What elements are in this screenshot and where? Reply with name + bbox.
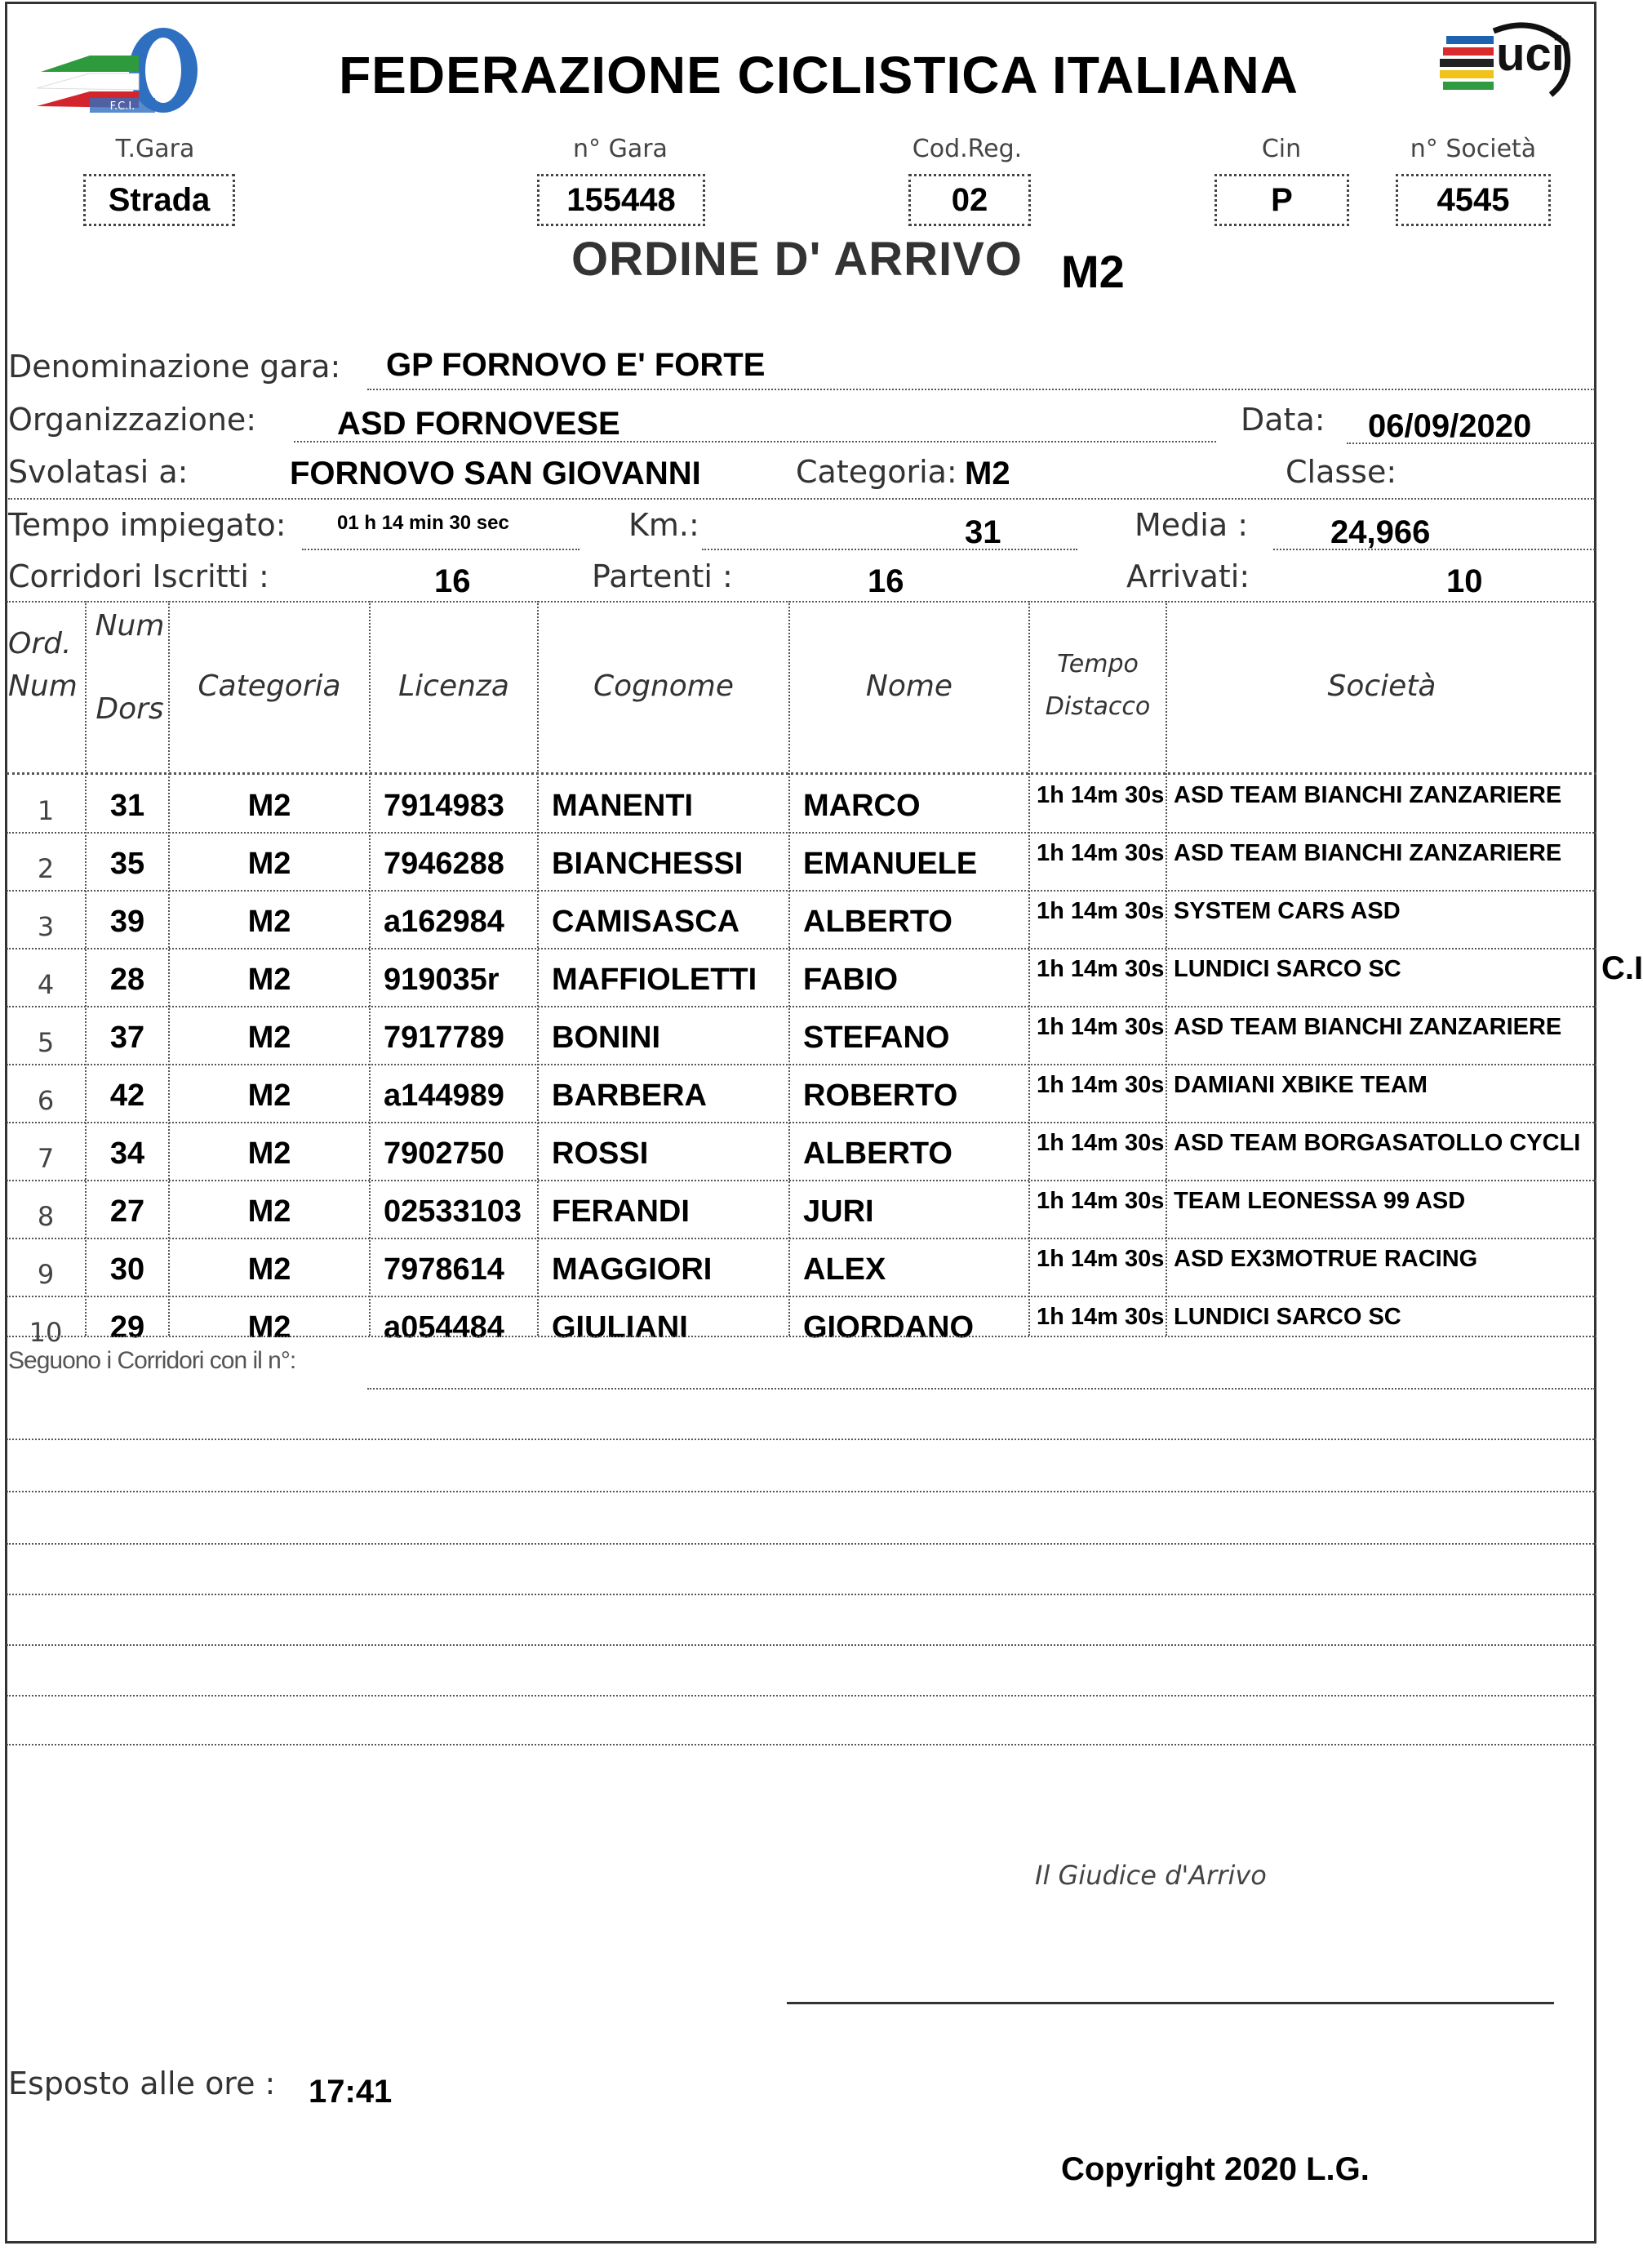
data-line [1347,442,1595,444]
denominazione-label: Denominazione gara: [8,349,341,385]
row-categoria: M2 [247,1021,291,1055]
blank-line [7,1744,1596,1745]
data-value: 06/09/2020 [1368,408,1532,444]
row-cognome: MAGGIORI [552,1252,713,1287]
row-tempo: 1h 14m 30s [1037,1304,1165,1330]
km-label: Km.: [628,507,699,543]
media-value: 24,966 [1330,514,1431,550]
arrivati-label: Arrivati: [1126,558,1250,594]
row-nome: ALEX [803,1252,886,1287]
header-societa: Società [1327,669,1437,703]
media-label: Media : [1135,507,1249,543]
table-row [7,948,1596,1006]
table-row [7,1122,1596,1180]
row-categoria: M2 [247,1136,291,1171]
blank-line [7,1543,1596,1545]
svolta-value: FORNOVO SAN GIOVANNI [290,456,701,491]
codreg-label: Cod.Reg. [912,135,1023,163]
cin-label: Cin [1261,135,1302,163]
row-tempo: 1h 14m 30s [1037,1072,1165,1098]
header-licenza: Licenza [398,669,509,703]
esposto-value: 17:41 [309,2074,393,2110]
km-value: 31 [965,514,1001,550]
organizzazione-line [294,441,1216,442]
tgara-field: Strada [83,174,235,226]
tgara-label: T.Gara [115,135,195,163]
table-row [7,1006,1596,1064]
row-categoria: M2 [247,1078,291,1113]
table-row [7,1296,1596,1354]
header-tempo-line2: Distacco [1045,692,1151,721]
row-nome: MARCO [803,789,921,823]
row-nome: STEFANO [803,1021,950,1055]
row-tempo: 1h 14m 30s [1037,1130,1165,1156]
side-mark: C.I [1601,950,1643,986]
partenti-value: 16 [868,563,904,599]
row-cognome: ROSSI [552,1136,649,1171]
uci-logo [1437,20,1575,113]
category-badge: M2 [1061,246,1125,297]
blank-line [7,1491,1596,1492]
row-categoria: M2 [247,1194,291,1229]
row-nome: ALBERTO [803,1136,952,1171]
row-nome: ROBERTO [803,1078,958,1113]
row-tempo: 1h 14m 30s [1037,1014,1165,1040]
row-ord: 10 [29,1317,63,1348]
row-ord: 1 [37,795,55,826]
row-ord: 8 [37,1201,55,1232]
row-licenza: 7914983 [384,789,504,823]
nsocieta-field: 4545 [1396,174,1551,226]
row-licenza: 02533103 [384,1194,522,1229]
nsocieta-label: n° Società [1410,135,1537,163]
header-tempo-line1: Tempo [1057,650,1139,678]
table-row [7,1238,1596,1296]
row-ord: 9 [37,1259,55,1290]
row-tempo: 1h 14m 30s [1037,782,1165,808]
row-licenza: a144989 [384,1078,504,1113]
row-ord: 7 [37,1143,55,1174]
row-ord: 3 [37,911,55,942]
classe-label: Classe: [1286,454,1397,490]
row-categoria: M2 [247,847,291,881]
row-societa: ASD TEAM BIANCHI ZANZARIERE [1174,840,1562,866]
row-licenza: 7902750 [384,1136,504,1171]
iscritti-value: 16 [434,563,471,599]
row-ord: 2 [37,853,55,884]
row-cognome: BARBERA [552,1078,707,1113]
row-tempo: 1h 14m 30s [1037,840,1165,866]
row-cognome: GIULIANI [552,1310,688,1345]
row-licenza: 7946288 [384,847,504,881]
header-ord-line1: Ord. [8,627,72,660]
esposto-label: Esposto alle ore : [8,2066,276,2101]
header-cognome: Cognome [593,669,735,703]
header-nome: Nome [865,669,953,703]
blank-line [7,1439,1596,1440]
header-num-line2: Dors [95,692,164,726]
row-ord: 5 [37,1027,55,1058]
row-categoria: M2 [247,1252,291,1287]
svolta-label: Svolatasi a: [8,454,189,490]
partenti-label: Partenti : [592,558,733,594]
row-dors: 28 [109,963,145,997]
row-nome: ALBERTO [803,905,952,939]
row-cognome: MAFFIOLETTI [552,963,757,997]
row-cognome: FERANDI [552,1194,690,1229]
arrivati-value: 10 [1446,563,1483,599]
row-dors: 30 [109,1252,145,1287]
row-cognome: MANENTI [552,789,694,823]
giudice-label: Il Giudice d'Arrivo [1035,1860,1267,1891]
row-tempo: 1h 14m 30s [1037,1188,1165,1214]
seguono-line [367,1388,1595,1390]
row-societa: ASD TEAM BORGASATOLLO CYCLI [1174,1130,1581,1156]
row-licenza: a054484 [384,1310,504,1345]
row-nome: JURI [803,1194,874,1229]
row-societa: LUNDICI SARCO SC [1174,1304,1401,1330]
seguono-label: Seguono i Corridori con il n°: [8,1347,296,1374]
row-nome: EMANUELE [803,847,978,881]
row-licenza: 919035r [384,963,500,997]
row-ord: 4 [37,969,55,1000]
tempo-line [302,549,579,550]
row-cognome: CAMISASCA [552,905,740,939]
ngara-field: 155448 [537,174,705,226]
row-societa: ASD TEAM BIANCHI ZANZARIERE [1174,782,1562,808]
row-dors: 35 [109,847,145,881]
row-nome: GIORDANO [803,1310,974,1345]
blank-line [7,1594,1596,1595]
organizzazione-value: ASD FORNOVESE [337,406,620,442]
row-categoria: M2 [247,963,291,997]
table-row [7,890,1596,948]
page-title: FEDERAZIONE CICLISTICA ITALIANA [339,46,1299,105]
tempo-label: Tempo impiegato: [8,507,286,543]
iscritti-label: Corridori Iscritti : [8,558,269,594]
row-dors: 42 [109,1078,145,1113]
blank-line [7,1644,1596,1646]
uci-logo-text: uci [1496,28,1565,81]
denominazione-value: GP FORNOVO E' FORTE [386,347,766,383]
ngara-label: n° Gara [573,135,668,163]
data-label: Data: [1241,402,1326,438]
row-dors: 27 [109,1194,145,1229]
table-bottom-line [7,1336,1596,1337]
row-ord: 6 [37,1085,55,1116]
svolta-line [8,498,1595,500]
row-societa: DAMIANI XBIKE TEAM [1174,1072,1428,1098]
row-societa: SYSTEM CARS ASD [1174,898,1401,924]
media-line [1273,549,1595,550]
organizzazione-label: Organizzazione: [8,402,257,438]
row-societa: ASD TEAM BIANCHI ZANZARIERE [1174,1014,1562,1040]
signature-line [787,2002,1554,2004]
row-categoria: M2 [247,789,291,823]
cin-field: P [1214,174,1349,226]
copyright: Copyright 2020 L.G. [1061,2151,1370,2187]
table-row [7,832,1596,890]
row-dors: 37 [109,1021,145,1055]
table-row [7,1064,1596,1122]
row-tempo: 1h 14m 30s [1037,1246,1165,1272]
tempo-value: 01 h 14 min 30 sec [337,512,509,534]
row-societa: TEAM LEONESSA 99 ASD [1174,1188,1466,1214]
row-dors: 29 [109,1310,145,1345]
row-categoria: M2 [247,1310,291,1345]
row-licenza: a162984 [384,905,504,939]
row-tempo: 1h 14m 30s [1037,898,1165,924]
table-header [7,601,1596,772]
header-num-line1: Num [95,609,165,643]
row-cognome: BONINI [552,1021,660,1055]
categoria-label: Categoria: [796,454,957,490]
row-licenza: 7917789 [384,1021,504,1055]
row-dors: 39 [109,905,145,939]
categoria-value: M2 [965,456,1010,491]
header-ord-line2: Num [8,669,78,703]
codreg-field: 02 [908,174,1031,226]
denominazione-line [367,389,1595,390]
row-licenza: 7978614 [384,1252,504,1287]
row-dors: 34 [109,1136,145,1171]
row-societa: ASD EX3MOTRUE RACING [1174,1246,1478,1272]
row-categoria: M2 [247,905,291,939]
km-line [702,549,1077,550]
results-table [7,601,1596,1348]
blank-line [7,1695,1596,1697]
row-tempo: 1h 14m 30s [1037,956,1165,982]
table-row [7,774,1596,832]
header-categoria: Categoria [198,669,341,703]
table-row [7,1180,1596,1238]
row-societa: LUNDICI SARCO SC [1174,956,1401,982]
row-cognome: BIANCHESSI [552,847,744,881]
fci-logo-text: F.C.I. [109,100,135,113]
row-nome: FABIO [803,963,899,997]
row-dors: 31 [109,789,145,823]
document-subtitle: ORDINE D' ARRIVO [571,233,1023,286]
